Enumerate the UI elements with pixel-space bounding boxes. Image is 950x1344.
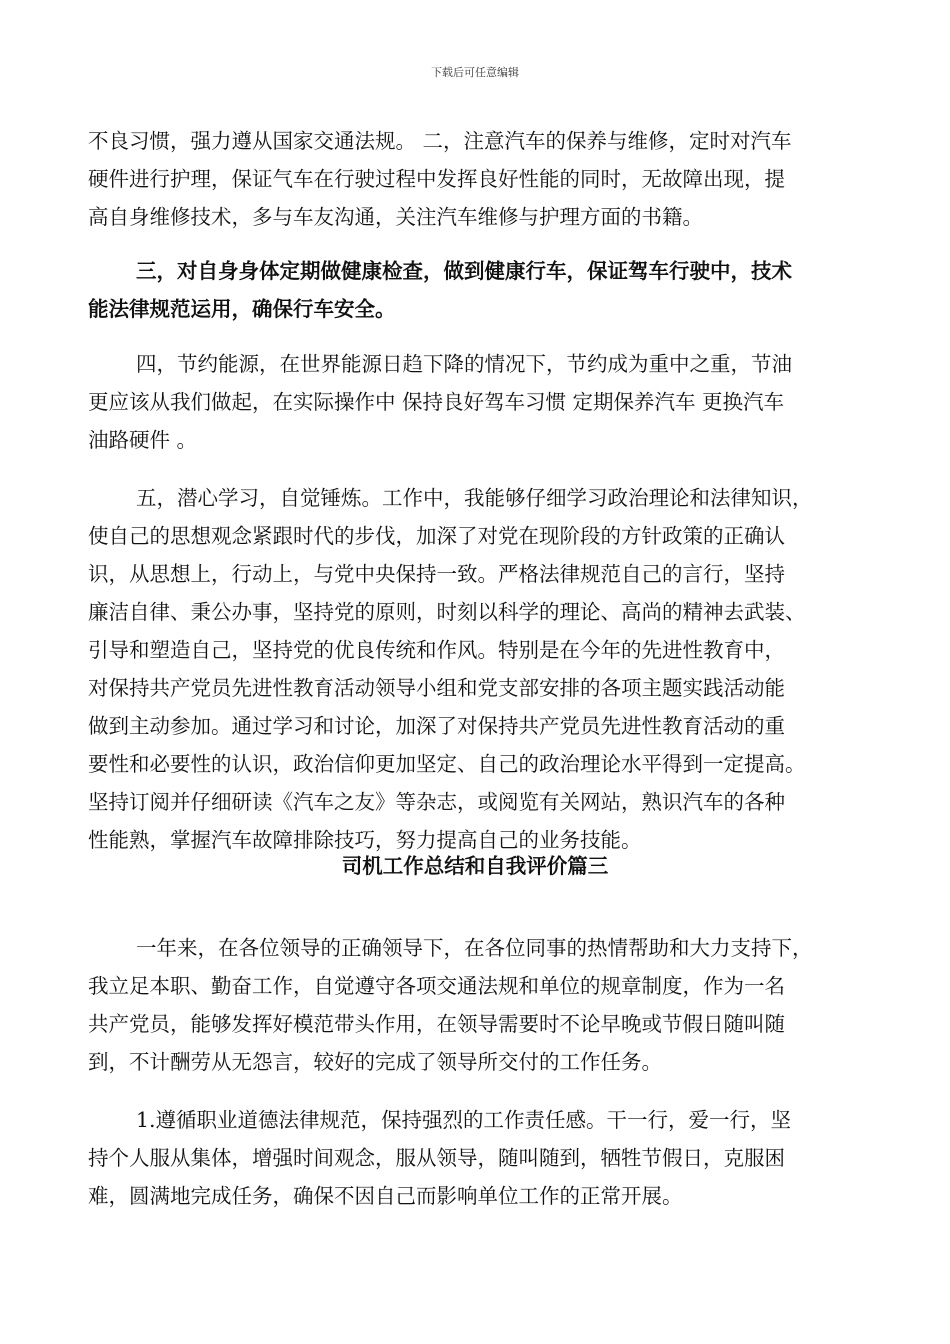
paragraph-study <box>88 479 868 859</box>
text-line: 性能熟，掌握汽车故障排除技巧，努力提高自己的业务技能。 <box>88 828 642 852</box>
text-line: 引导和塑造自己，坚持党的优良传统和作风。特别是在今年的先进性教育中， <box>88 638 785 662</box>
text-line: 识，从思想上，行动上，与党中央保持一致。严格法律规范自己的言行，坚持 <box>88 562 785 586</box>
text-line: 能法律规范运用，确保行车安全。 <box>88 297 396 321</box>
text-line: 高自身维修技术，多与车友沟通，关注汽车维修与护理方面的书籍。 <box>88 205 703 229</box>
text-line: 油路硬件 。 <box>88 428 198 452</box>
text-line: 硬件进行护理，保证气车在行驶过程中发挥良好性能的同时，无故障出现，提 <box>88 167 785 191</box>
text-line: 更应该从我们做起，在实际操作中 保持良好驾车习惯 定期保养汽车 更换汽车 <box>88 390 785 414</box>
text-line: 对保持共产党员先进性教育活动领导小组和党支部安排的各项主题实践活动能 <box>88 676 785 700</box>
text-line: 1.遵循职业道德法律规范，保持强烈的工作责任感。干一行，爱一行，坚 <box>136 1108 792 1132</box>
paragraph-annual-summary <box>88 929 868 1081</box>
text-line: 五，潜心学习，自觉锤炼。工作中，我能够仔细学习政治理论和法律知识， <box>136 486 813 510</box>
text-line: 廉洁自律、秉公办事，坚持党的原则，时刻以科学的理论、高尚的精神去武装、 <box>88 600 806 624</box>
paragraph-maintenance <box>88 122 868 236</box>
text-line: 共产党员，能够发挥好模范带头作用，在领导需要时不论早晚或节假日随叫随 <box>88 1012 785 1036</box>
text-line: 不良习惯，强力遵从国家交通法规。 二，注意汽车的保养与维修，定时对汽车 <box>88 129 792 153</box>
text-line: 一年来，在各位领导的正确领导下，在各位同事的热情帮助和大力支持下， <box>136 936 813 960</box>
text-line: 难，圆满地完成任务，确保不因自己而影响单位工作的正常开展。 <box>88 1184 683 1208</box>
paragraph-health-check <box>88 252 868 328</box>
text-line: 坚持订阅并仔细研读《汽车之友》等杂志，或阅览有关网站，熟识汽车的各种 <box>88 790 785 814</box>
text-line: 持个人服从集体，增强时间观念，服从领导，随叫随到，牺牲节假日，克服困 <box>88 1146 785 1170</box>
text-line: 做到主动参加。通过学习和讨论，加深了对保持共产党员先进性教育活动的重 <box>88 714 785 738</box>
text-line: 四，节约能源，在世界能源日趋下降的情况下，节约成为重中之重，节油 <box>136 352 792 376</box>
section-heading: 司机工作总结和自我评价篇三 <box>341 854 609 878</box>
page-header: 下载后可任意编辑 <box>431 66 519 79</box>
text-line: 要性和必要性的认识，政治信仰更加坚定、自己的政治理论水平得到一定提高。 <box>88 752 806 776</box>
paragraph-energy-saving <box>88 345 868 459</box>
text-line: 使自己的思想观念紧跟时代的步伐，加深了对党在现阶段的方针政策的正确认 <box>88 524 785 548</box>
text-line: 到，不计酬劳从无怨言，较好的完成了领导所交付的工作任务。 <box>88 1050 662 1074</box>
paragraph-professional-ethics <box>88 1101 868 1215</box>
text-line: 三，对自身身体定期做健康检查，做到健康行车，保证驾车行驶中，技术 <box>136 259 792 283</box>
text-line: 我立足本职、勤奋工作，自觉遵守各项交通法规和单位的规章制度，作为一名 <box>88 974 785 998</box>
